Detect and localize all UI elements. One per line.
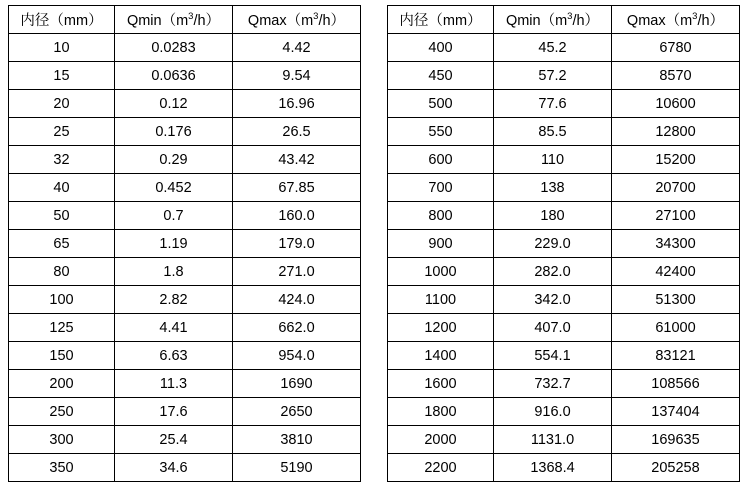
qmin-label-suffix: /h）	[193, 13, 221, 29]
cell-dn: 1600	[388, 370, 494, 398]
table-body-large-bore	[388, 34, 740, 482]
cell-qmin: 11.3	[115, 370, 233, 398]
qmax-label-suffix: /h）	[697, 13, 725, 29]
table-row	[388, 286, 740, 314]
cell-dn: 1100	[388, 286, 494, 314]
cell-qmax: 27100	[612, 202, 740, 230]
cell-dn: 2000	[388, 426, 494, 454]
table-row	[388, 426, 740, 454]
table-row	[9, 90, 361, 118]
cell-qmin: 138	[494, 174, 612, 202]
cell-dn: 50	[9, 202, 115, 230]
cell-qmax: 61000	[612, 314, 740, 342]
cell-dn: 500	[388, 90, 494, 118]
cell-qmax: 10600	[612, 90, 740, 118]
table-row	[388, 62, 740, 90]
cell-qmin: 1368.4	[494, 454, 612, 482]
table-body-small-bore	[9, 34, 361, 482]
cell-dn: 550	[388, 118, 494, 146]
cell-qmax: 271.0	[233, 258, 361, 286]
table-row	[388, 370, 740, 398]
cell-qmax: 6780	[612, 34, 740, 62]
cell-qmax: 16.96	[233, 90, 361, 118]
cell-qmin: 916.0	[494, 398, 612, 426]
cell-qmin: 85.5	[494, 118, 612, 146]
cell-qmax: 20700	[612, 174, 740, 202]
cell-qmin: 17.6	[115, 398, 233, 426]
cell-qmin: 0.12	[115, 90, 233, 118]
table-row	[388, 146, 740, 174]
cell-qmin: 57.2	[494, 62, 612, 90]
cell-qmin: 0.7	[115, 202, 233, 230]
cell-qmax: 1690	[233, 370, 361, 398]
qmax-label-suffix: /h）	[318, 13, 346, 29]
cell-dn: 1800	[388, 398, 494, 426]
column-header-qmin	[115, 6, 233, 34]
cell-qmin: 732.7	[494, 370, 612, 398]
column-header-qmax	[233, 6, 361, 34]
qmax-label-exponent: 3	[313, 11, 319, 23]
cell-qmax: 424.0	[233, 286, 361, 314]
table-header-row	[388, 6, 740, 34]
cell-dn: 1000	[388, 258, 494, 286]
column-header-inner-diameter: 内径（mm）	[388, 6, 494, 34]
cell-qmax: 83121	[612, 342, 740, 370]
cell-qmax: 169635	[612, 426, 740, 454]
qmin-label-prefix: Qmin（m	[505, 13, 568, 29]
table-row	[9, 146, 361, 174]
column-header-inner-diameter: 内径（mm）	[9, 6, 115, 34]
table-row	[9, 454, 361, 482]
cell-dn: 20	[9, 90, 115, 118]
cell-dn: 1200	[388, 314, 494, 342]
cell-qmax: 3810	[233, 426, 361, 454]
cell-qmax: 179.0	[233, 230, 361, 258]
cell-qmax: 662.0	[233, 314, 361, 342]
cell-qmin: 0.0283	[115, 34, 233, 62]
cell-dn: 900	[388, 230, 494, 258]
cell-qmin: 407.0	[494, 314, 612, 342]
cell-dn: 10	[9, 34, 115, 62]
table-row	[9, 62, 361, 90]
cell-qmax: 954.0	[233, 342, 361, 370]
table-row	[388, 118, 740, 146]
table-row	[9, 314, 361, 342]
table-row	[9, 202, 361, 230]
cell-qmin: 282.0	[494, 258, 612, 286]
column-header-qmax	[612, 6, 740, 34]
qmax-label-exponent: 3	[692, 11, 698, 23]
cell-dn: 15	[9, 62, 115, 90]
cell-dn: 450	[388, 62, 494, 90]
cell-qmax: 12800	[612, 118, 740, 146]
cell-dn: 25	[9, 118, 115, 146]
cell-qmax: 108566	[612, 370, 740, 398]
column-header-qmin	[494, 6, 612, 34]
cell-dn: 80	[9, 258, 115, 286]
cell-qmax: 34300	[612, 230, 740, 258]
qmin-label-exponent: 3	[567, 11, 573, 23]
cell-dn: 300	[9, 426, 115, 454]
table-row	[9, 174, 361, 202]
table-row	[388, 454, 740, 482]
cell-qmin: 6.63	[115, 342, 233, 370]
cell-qmax: 51300	[612, 286, 740, 314]
table-row	[9, 34, 361, 62]
table-row	[9, 230, 361, 258]
cell-qmin: 25.4	[115, 426, 233, 454]
cell-qmin: 1.8	[115, 258, 233, 286]
cell-qmax: 15200	[612, 146, 740, 174]
cell-dn: 2200	[388, 454, 494, 482]
table-row	[388, 258, 740, 286]
cell-qmax: 160.0	[233, 202, 361, 230]
cell-dn: 1400	[388, 342, 494, 370]
cell-dn: 100	[9, 286, 115, 314]
cell-qmax: 67.85	[233, 174, 361, 202]
qmax-label-prefix: Qmax（m	[247, 13, 314, 29]
cell-dn: 250	[9, 398, 115, 426]
cell-qmin: 2.82	[115, 286, 233, 314]
cell-qmin: 0.29	[115, 146, 233, 174]
tables-container	[8, 5, 750, 482]
cell-qmax: 8570	[612, 62, 740, 90]
cell-qmax: 4.42	[233, 34, 361, 62]
cell-qmax: 9.54	[233, 62, 361, 90]
cell-qmax: 2650	[233, 398, 361, 426]
cell-qmin: 77.6	[494, 90, 612, 118]
table-large-bore	[387, 5, 740, 482]
cell-dn: 800	[388, 202, 494, 230]
cell-qmin: 554.1	[494, 342, 612, 370]
table-row	[9, 426, 361, 454]
table-row	[9, 398, 361, 426]
table-row	[388, 230, 740, 258]
table-row	[388, 314, 740, 342]
table-row	[9, 286, 361, 314]
table-small-bore	[8, 5, 361, 482]
cell-dn: 400	[388, 34, 494, 62]
cell-dn: 40	[9, 174, 115, 202]
cell-dn: 200	[9, 370, 115, 398]
table-header-row	[9, 6, 361, 34]
cell-qmin: 1131.0	[494, 426, 612, 454]
cell-dn: 600	[388, 146, 494, 174]
cell-qmax: 205258	[612, 454, 740, 482]
cell-qmin: 229.0	[494, 230, 612, 258]
cell-qmin: 110	[494, 146, 612, 174]
cell-qmin: 4.41	[115, 314, 233, 342]
table-row	[9, 258, 361, 286]
qmin-label-exponent: 3	[188, 11, 194, 23]
table-row	[9, 370, 361, 398]
cell-qmax: 26.5	[233, 118, 361, 146]
table-row	[388, 398, 740, 426]
cell-qmin: 34.6	[115, 454, 233, 482]
cell-qmin: 0.0636	[115, 62, 233, 90]
cell-dn: 32	[9, 146, 115, 174]
table-row	[388, 342, 740, 370]
cell-dn: 700	[388, 174, 494, 202]
cell-qmax: 137404	[612, 398, 740, 426]
qmin-label-prefix: Qmin（m	[126, 13, 189, 29]
cell-qmin: 1.19	[115, 230, 233, 258]
table-row	[388, 90, 740, 118]
cell-qmin: 0.452	[115, 174, 233, 202]
cell-qmin: 0.176	[115, 118, 233, 146]
cell-qmax: 42400	[612, 258, 740, 286]
cell-dn: 65	[9, 230, 115, 258]
table-row	[388, 174, 740, 202]
cell-dn: 150	[9, 342, 115, 370]
qmax-label-prefix: Qmax（m	[626, 13, 693, 29]
table-row	[388, 202, 740, 230]
table-row	[9, 342, 361, 370]
cell-dn: 125	[9, 314, 115, 342]
cell-qmax: 5190	[233, 454, 361, 482]
cell-dn: 350	[9, 454, 115, 482]
cell-qmin: 342.0	[494, 286, 612, 314]
cell-qmax: 43.42	[233, 146, 361, 174]
table-row	[9, 118, 361, 146]
qmin-label-suffix: /h）	[572, 13, 600, 29]
cell-qmin: 180	[494, 202, 612, 230]
cell-qmin: 45.2	[494, 34, 612, 62]
table-row	[388, 34, 740, 62]
